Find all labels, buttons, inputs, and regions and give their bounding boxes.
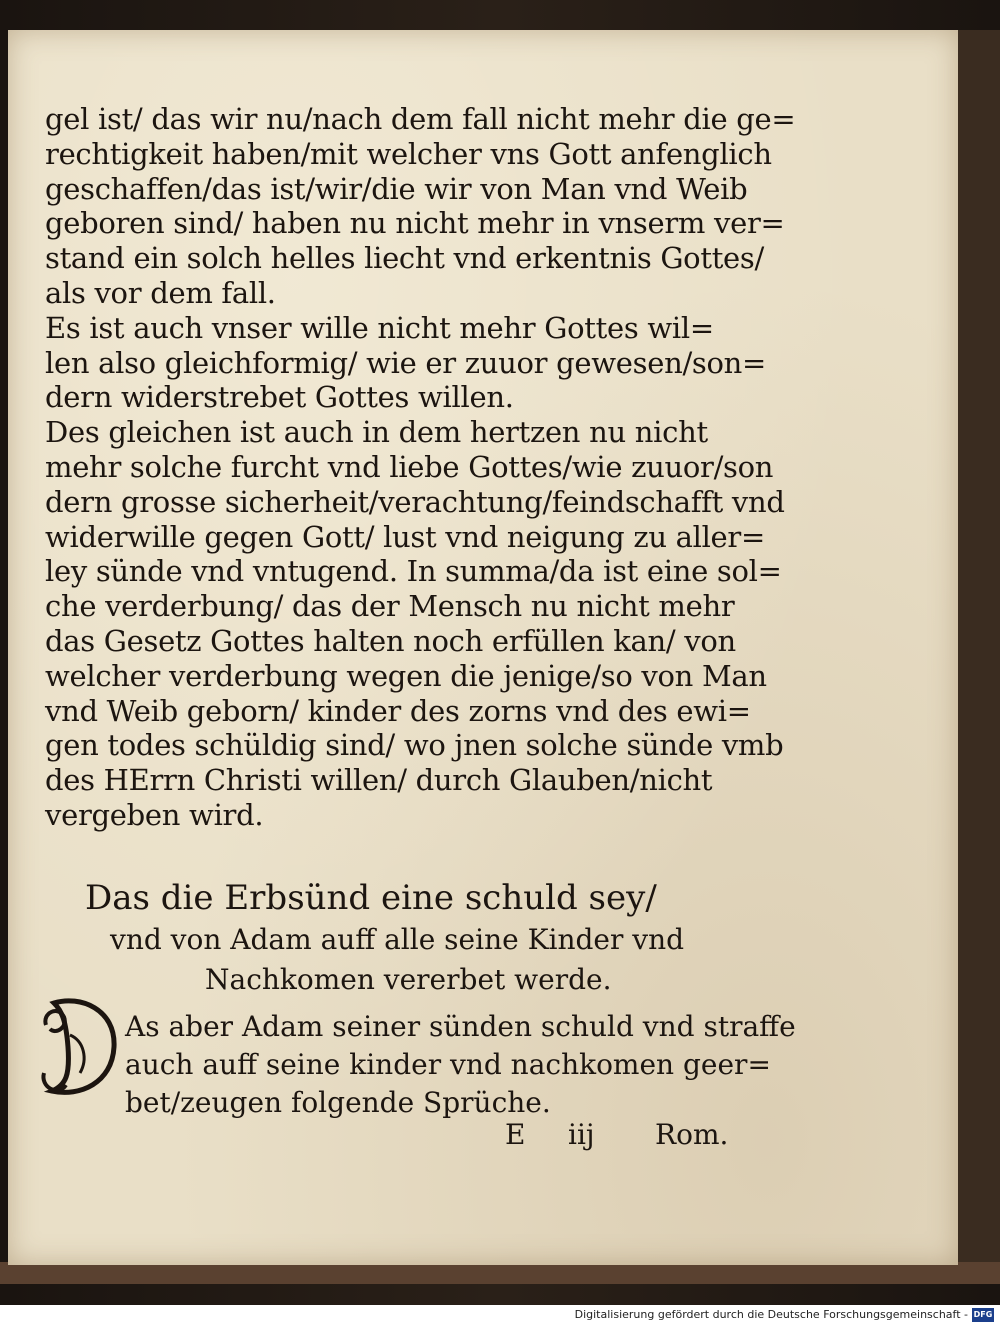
text-line: vnd Weib geborn/ kinder des zorns vnd des ewi= xyxy=(45,693,751,728)
text-line: als vor dem fall. xyxy=(45,275,276,310)
text-line: welcher verderbung wegen die jenige/so von Man xyxy=(45,658,767,693)
heading-line: vnd von Adam auff alle seine Kinder vnd xyxy=(110,923,685,956)
text-line: ley sünde vnd vntugend. In summa/da ist eine sol= xyxy=(45,554,782,589)
text-line: gen todes schüldig sind/ wo jnen solche sünde vmb xyxy=(45,728,784,763)
catchword: Rom. xyxy=(655,1118,729,1151)
text-line: des HErrn Christi willen/ durch Glauben/nicht xyxy=(45,763,713,798)
text-line: stand ein solch helles liecht vnd erkentnis Gottes/ xyxy=(45,241,764,276)
heading-line: Das die Erbsünd eine schuld sey/ xyxy=(85,878,657,918)
paragraph-2 xyxy=(45,311,775,415)
text-line: vergeben wird. xyxy=(45,797,264,832)
heading-line: Nachkomen vererbet werde. xyxy=(205,963,612,996)
section-heading xyxy=(85,876,765,1000)
text-line: geschaffen/das ist/wir/die wir von Man vnd Weib xyxy=(45,171,748,206)
text-line: che verderbung/ das der Mensch nu nicht mehr xyxy=(45,589,735,624)
text-line: das Gesetz Gottes halten noch erfüllen kan/ von xyxy=(45,623,736,658)
paragraph-1 xyxy=(45,102,796,311)
text-line: widerwille gegen Gott/ lust vnd neigung zu aller= xyxy=(45,519,765,554)
book-edge-bottom xyxy=(0,1262,1000,1284)
decorated-initial xyxy=(40,995,122,1100)
section-paragraph xyxy=(125,1008,796,1122)
text-line: mehr solche furcht vnd liebe Gottes/wie zuuor/son xyxy=(45,449,774,484)
signature-mark: E xyxy=(505,1118,526,1151)
body-text xyxy=(45,102,796,833)
text-line: rechtigkeit haben/mit welcher vns Gott anfenglich xyxy=(45,136,772,171)
text-line: len also gleichformig/ wie er zuuor gewesen/son= xyxy=(45,345,767,380)
signature-number: iij xyxy=(568,1118,595,1151)
text-line: auch auff seine kinder vnd nachkomen geer= xyxy=(125,1048,771,1081)
dfg-logo: DFG xyxy=(972,1308,994,1322)
text-line: Des gleichen ist auch in dem hertzen nu nicht xyxy=(45,415,708,450)
text-line: Es ist auch vnser wille nicht mehr Gottes wil= xyxy=(45,310,714,345)
text-line: geboren sind/ haben nu nicht mehr in vnserm ver= xyxy=(45,206,785,241)
text-line: As aber Adam seiner sünden schuld vnd straffe xyxy=(125,1010,796,1043)
text-line: gel ist/ das wir nu/nach dem fall nicht mehr die ge= xyxy=(45,102,796,136)
funding-credit: Digitalisierung gefördert durch die Deutsche Forschungsgemeinschaft - xyxy=(574,1308,968,1321)
paragraph-3 xyxy=(45,415,785,833)
book-edge-right xyxy=(958,30,1000,1270)
text-line: dern widerstrebet Gottes willen. xyxy=(45,380,514,415)
text-line: dern grosse sicherheit/verachtung/feindschafft vnd xyxy=(45,484,785,519)
text-line: bet/zeugen folgende Sprüche. xyxy=(125,1086,551,1119)
